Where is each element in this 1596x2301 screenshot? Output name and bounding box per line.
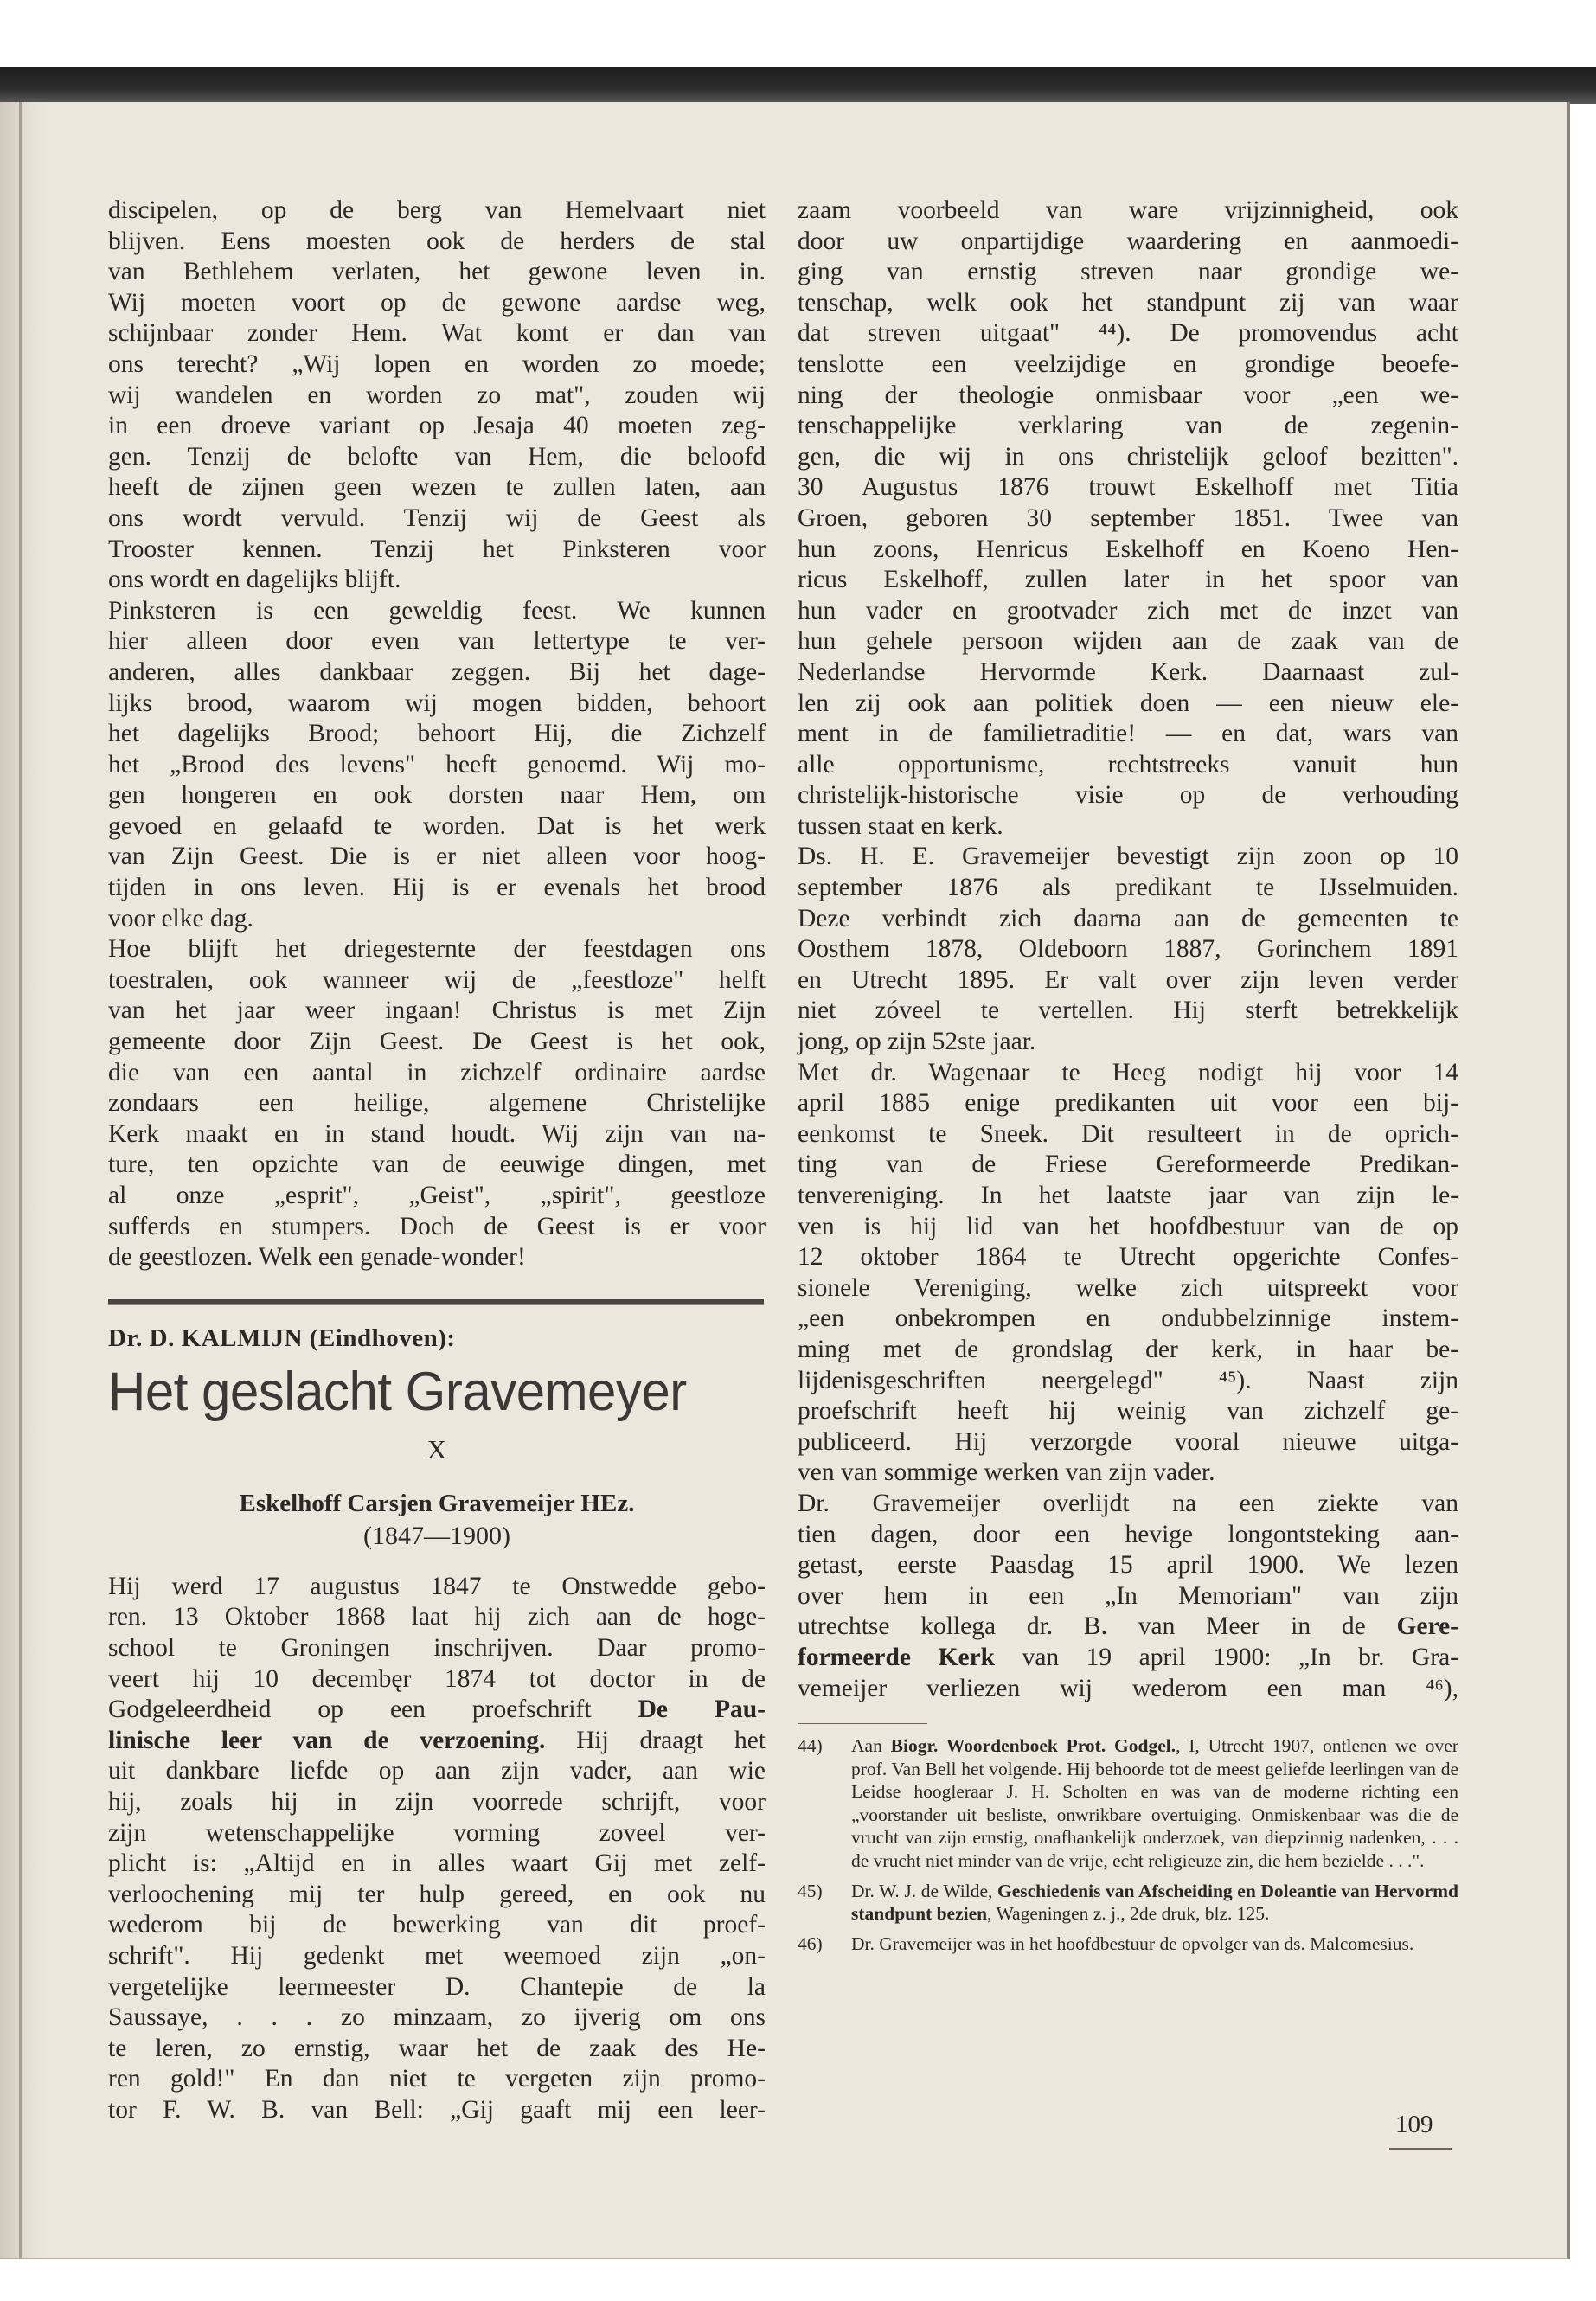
text-run: Godgeleerdheid op een proefschrift — [108, 1695, 638, 1724]
text-line: lijdenisgeschriften neergelegd" ⁴⁵). Naast zijn — [798, 1366, 1458, 1394]
text-line: hun vader en grootvader zich met de inzet van — [798, 596, 1458, 625]
text-line: Kerk maakt en in stand houdt. Wij zijn van na- — [108, 1119, 766, 1148]
left-column-text — [108, 195, 766, 1273]
text-line: Saussaye, . . . zo minzaam, zo ijverig om ons — [108, 2003, 766, 2032]
text-line: toestralen, ook wanneer wij de „feestloze" helft — [108, 965, 766, 994]
footnote-lead: Dr. W. J. de Wilde, — [851, 1880, 997, 1901]
footnote-number: 45) — [798, 1880, 823, 1901]
text-line: alle opportunisme, rechtstreeks vanuit hun — [798, 750, 1458, 779]
article-body — [108, 1572, 766, 2126]
text-line: ren gold!" En dan niet te vergeten zijn promo- — [108, 2065, 766, 2093]
text-line: gevoed en gelaafd te worden. Dat is het werk — [108, 811, 766, 840]
text-line: anderen, alles dankbaar zeggen. Bij het dage- — [108, 657, 766, 686]
text-line: 12 oktober 1864 te Utrecht opgerichte Confes- — [798, 1243, 1458, 1272]
dissertation-title: linische leer van de verzoening. — [108, 1726, 577, 1754]
section-divider — [108, 1299, 764, 1304]
text-line: ming met de grondslag der kerk, in haar be- — [798, 1335, 1458, 1363]
text-line: schrift". Hij gedenkt met weemoed zijn „on- — [108, 1941, 766, 1970]
text-line: Met dr. Wagenaar te Heeg nodigt hij voor 14 — [798, 1058, 1458, 1086]
text-line: Deze verbindt zich daarna aan de gemeenten te — [798, 904, 1458, 933]
text-line: ment in de familietraditie! — en dat, wars van — [798, 720, 1458, 748]
text-line: ging van ernstig streven naar grondige we- — [798, 258, 1458, 286]
text-line: verloochening mij ter hulp gereed, en ook nu — [108, 1880, 766, 1908]
text-line: april 1885 enige predikanten uit voor een bij- — [798, 1089, 1458, 1118]
text-line: uit dankbare liefde op aan zijn vader, aan wie — [108, 1757, 766, 1785]
text-line: ven is hij lid van het hoofdbestuur van de op — [798, 1212, 1458, 1240]
text-line: te leren, zo ernstig, waar het de zaak des He- — [108, 2034, 766, 2062]
text-line: zondaars een heilige, algemene Christelijke — [108, 1089, 766, 1118]
text-line — [798, 1643, 1458, 1674]
dissertation-title: De Pau- — [638, 1695, 766, 1724]
text-line: sionele Vereniging, welke zich uitspreekt voor — [798, 1273, 1458, 1302]
text-line: van het jaar weer ingaan! Christus is met Zijn — [108, 997, 766, 1025]
right-column-text — [798, 195, 1458, 1704]
footnote-body: , I, Utrecht 1907, ontlenen we over prof. Van Bell het volgende. Hij behoorde tot de meest geliefde leerlingen van de Leidse hoogleraar J. H. Scholten en was van de moderne richting een „voorstander uit besliste, onwrikbare overtuiging. Onmiskenbaar was die de vrucht van zijn ernstig, onafhankelijk onderzoek, van diepzinnig nadenken, . . . de vrucht niet minder van de vrije, echt religieuze zin, die hem bezielde . . .". — [851, 1735, 1458, 1872]
text-line: tenschappelijke verklaring van de zegenin- — [798, 412, 1458, 440]
text-line: hier alleen door even van lettertype te ver- — [108, 627, 766, 656]
text-line: getast, eerste Paasdag 15 april 1900. We lezen — [798, 1551, 1458, 1580]
text-line: hun gehele persoon wijden aan de zaak van de — [798, 627, 1458, 656]
text-line: ons wordt vervuld. Tenzij wij de Geest als — [108, 503, 766, 532]
left-column — [108, 195, 766, 2125]
text-line: ren. 13 Oktober 1868 laat hij zich aan de hoge- — [108, 1603, 766, 1631]
text-line: Nederlandse Hervormde Kerk. Daarnaast zul- — [798, 657, 1458, 686]
text-line: vergetelijke leermeester D. Chantepie de la — [108, 1972, 766, 2001]
text-line: heeft de zijnen geen wezen te zullen laten, aan — [108, 473, 766, 502]
text-line: dat streven uitgaat" ⁴⁴). De promovendus acht — [798, 319, 1458, 348]
text-line: niet zóveel te vertellen. Hij sterft betrekkelijk — [798, 997, 1458, 1025]
footnote-text — [851, 1880, 1458, 1926]
text-line: hun zoons, Henricus Eskelhoff en Koeno Hen- — [798, 535, 1458, 563]
text-line: ture, ten opzichte van de eeuwige dingen, met — [108, 1150, 766, 1179]
text-line: len zij ook aan politiek doen — een nieuw ele- — [798, 689, 1458, 717]
page-binding-line — [19, 102, 22, 2258]
church-name: Gere- — [1396, 1612, 1458, 1641]
text-line: Trooster kennen. Tenzij het Pinksteren voor — [108, 535, 766, 563]
text-line: en Utrecht 1895. Er valt over zijn leven verder — [798, 965, 1458, 994]
text-line: Wij moeten voort op de gewone aardse weg, — [108, 288, 766, 317]
text-line: hij, zoals hij in zijn voorrede schrijft, voor — [108, 1787, 766, 1816]
text-line: over hem in een „In Memoriam" van zijn — [798, 1581, 1458, 1610]
text-line: tijden in ons leven. Hij is er evenals het brood — [108, 874, 766, 902]
text-line: „een onbekrompen en ondubbelzinnige instem- — [798, 1304, 1458, 1333]
text-line: jong, op zijn 52ste jaar. — [798, 1028, 1036, 1056]
text-line: sufferds en stumpers. Doch de Geest is er voor — [108, 1212, 766, 1240]
section-number: X — [426, 1433, 447, 1465]
text-line: Hoe blijft het driegesternte der feestdagen ons — [108, 935, 766, 964]
footnote — [798, 1734, 1458, 1873]
text-line: Groen, geboren 30 september 1851. Twee van — [798, 503, 1458, 532]
text-line: tenschap, welk ook het standpunt zij van waar — [798, 288, 1458, 317]
footnote-source-title: Geschiedenis van Afscheiding en Doleantie van Hervormd standpunt bezien — [851, 1880, 1458, 1925]
footnote-text — [851, 1932, 1458, 1956]
text-line: tenvereniging. In het laatste jaar van zijn le- — [798, 1182, 1458, 1209]
text-line: blijven. Eens moesten ook de herders de stal — [108, 227, 766, 255]
right-column — [798, 195, 1458, 1962]
footnote-source-title: Biogr. Woordenboek Prot. Godgel. — [890, 1735, 1176, 1757]
text-line: lijks brood, waarom wij mogen bidden, behoort — [108, 689, 766, 717]
text-line: het „Brood des levens" heeft genoemd. Wij mo- — [108, 750, 766, 779]
text-line: tien dagen, door een hevige longontsteking aan- — [798, 1520, 1458, 1548]
text-line: van Bethlehem verlaten, het gewone leven in. — [108, 258, 766, 286]
text-line: discipelen, op de berg van Hemelvaart niet — [108, 196, 766, 224]
section-subtitle: Eskelhoff Carsjen Gravemeijer HEz. — [239, 1489, 635, 1517]
text-line: veert hij 10 decembęr 1874 tot doctor in de — [108, 1664, 766, 1693]
text-line: Dr. Gravemeijer overlijdt na een ziekte van — [798, 1489, 1458, 1517]
text-line: Hij werd 17 augustus 1847 te Onstwedde gebo- — [108, 1572, 766, 1600]
page-number: 109 — [1395, 2111, 1433, 2138]
text-line — [108, 1726, 766, 1757]
text-line — [108, 1695, 766, 1726]
text-line: plicht is: „Altijd en in alles waart Gij met zelf- — [108, 1849, 766, 1878]
text-line: al onze „esprit", „Geist", „spirit", geestloze — [108, 1182, 766, 1209]
footnote-number: 46) — [798, 1932, 823, 1954]
text-line: wij wandelen en worden zo mat", zouden wij — [108, 381, 766, 409]
text-line: christelijk-historische visie op de verhouding — [798, 781, 1458, 810]
footnote — [798, 1880, 1458, 1926]
text-line: vemeijer verliezen wij wederom een man ⁴⁶), — [798, 1674, 1458, 1702]
text-line: gemeente door Zijn Geest. De Geest is het ook, — [108, 1028, 766, 1056]
church-name: formeerde Kerk — [798, 1643, 1022, 1671]
text-line: wederom bij de bewerking van dit proef- — [108, 1911, 766, 1939]
footnote-text — [851, 1734, 1458, 1873]
footnote — [798, 1932, 1458, 1956]
text-line: ricus Eskelhoff, zullen later in het spoor van — [798, 566, 1458, 594]
text-line: die van een aantal in zichzelf ordinaire aardse — [108, 1058, 766, 1086]
text-line: ven van sommige werken van zijn vader. — [798, 1458, 1215, 1487]
text-line: tussen staat en kerk. — [798, 811, 1003, 840]
text-run: van 19 april 1900: „In br. Gra- — [1022, 1643, 1458, 1671]
footnotes — [798, 1734, 1458, 1955]
text-line: ting van de Friese Gereformeerde Predikan- — [798, 1150, 1458, 1179]
text-line: Oosthem 1878, Oldeboorn 1887, Gorinchem 1891 — [798, 935, 1458, 964]
article-title: Het geslacht Gravemeyer — [108, 1361, 687, 1422]
text-line: tor F. W. B. van Bell: „Gij gaaft mij een leer- — [108, 2095, 766, 2124]
text-line: ons wordt en dagelijks blijft. — [108, 566, 401, 594]
page-gutter-shadow — [0, 102, 45, 2258]
footnote-number: 44) — [798, 1735, 823, 1757]
text-line: van Zijn Geest. Die is er niet alleen voor hoog- — [108, 843, 766, 871]
text-line: tenslotte een veelzijdige en grondige beoefe- — [798, 349, 1458, 378]
text-line: gen hongeren en ook dorsten naar Hem, om — [108, 781, 766, 810]
text-line: september 1876 als predikant te IJsselmuiden. — [798, 874, 1458, 902]
text-run: utrechtse kollega dr. B. van Meer in de — [798, 1612, 1397, 1641]
text-line: zaam voorbeeld van ware vrijzinnigheid, ook — [798, 196, 1458, 224]
footnote-body: , Wageningen z. j., 2de druk, blz. 125. — [987, 1903, 1270, 1925]
text-line: gen. Tenzij de belofte van Hem, die beloofd — [108, 442, 766, 471]
scanner-top-band — [0, 67, 1596, 104]
footnote-divider — [798, 1723, 927, 1724]
text-line: Pinksteren is een geweldig feest. We kunnen — [108, 596, 766, 625]
section-dates: (1847—1900) — [363, 1521, 510, 1550]
footnote-body: Dr. Gravemeijer was in het hoofdbestuur de opvolger van ds. Malcomesius. — [851, 1932, 1414, 1954]
text-line: het dagelijks Brood; behoort Hij, die Zichzelf — [108, 720, 766, 748]
text-line: ons terecht? „Wij lopen en worden zo moede; — [108, 349, 766, 378]
text-line: Ds. H. E. Gravemeijer bevestigt zijn zoon op 10 — [798, 843, 1458, 871]
text-line: zijn wetenschappelijke vorming zoveel ver- — [108, 1818, 766, 1847]
text-line: door uw onpartijdige waardering en aanmoedi- — [798, 227, 1458, 255]
footnote-lead: Aan — [851, 1735, 891, 1757]
text-line: school te Groningen inschrijven. Daar promo- — [108, 1633, 766, 1662]
text-line: in een droeve variant op Jesaja 40 moeten zeg- — [108, 412, 766, 440]
text-run: Hij draagt het — [576, 1726, 766, 1754]
page-number-underline — [1389, 2148, 1452, 2150]
text-line: eenkomst te Sneek. Dit resulteert in de oprich- — [798, 1119, 1458, 1148]
text-line: proefschrift heeft hij weinig van zichzelf ge- — [798, 1397, 1458, 1426]
text-line: schijnbaar zonder Hem. Wat komt er dan van — [108, 319, 766, 348]
text-line: voor elke dag. — [108, 904, 253, 933]
article-byline: Dr. D. KALMIJN (Eindhoven): — [108, 1324, 456, 1352]
text-line — [798, 1612, 1458, 1643]
text-line: 30 Augustus 1876 trouwt Eskelhoff met Titia — [798, 473, 1458, 502]
text-line: de geestlozen. Welk een genade-wonder! — [108, 1243, 526, 1272]
text-line: publiceerd. Hij verzorgde vooral nieuwe uitga- — [798, 1427, 1458, 1456]
text-line: ning der theologie onmisbaar voor „een we- — [798, 381, 1458, 409]
text-line: gen, die wij in ons christelijk geloof bezitten". — [798, 442, 1458, 471]
